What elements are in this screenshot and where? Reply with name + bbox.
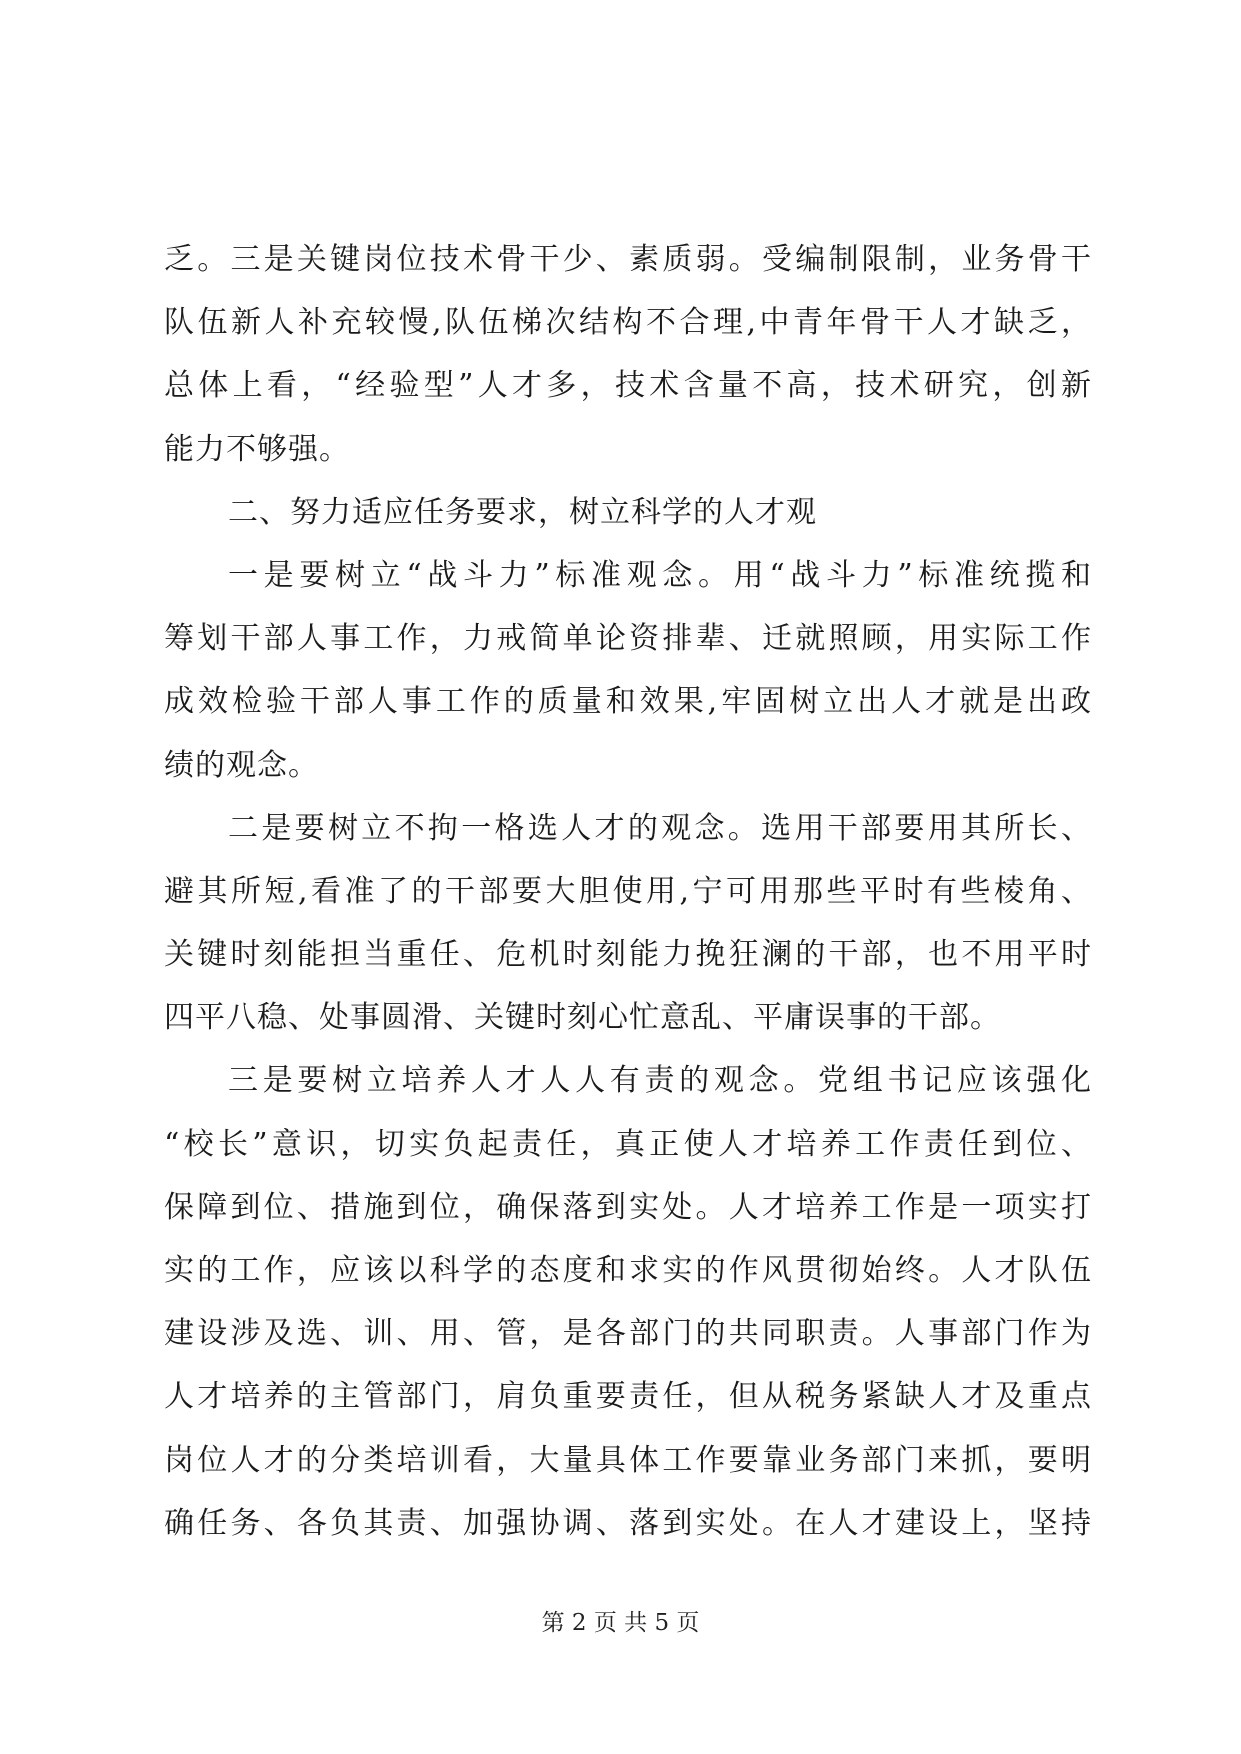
document-body xyxy=(164,228,1092,1555)
text-line: 建设涉及选、训、用、管，是各部门的共同职责。人事部门作为 xyxy=(164,1316,1092,1352)
text-line: 乏。三是关键岗位技术骨干少、素质弱。受编制限制，业务骨干 xyxy=(164,242,1092,277)
text-line: 岗位人才的分类培训看，大量具体工作要靠业务部门来抓，要明 xyxy=(164,1442,1092,1478)
page-footer: 第 2 页 共 5 页 xyxy=(541,1610,700,1636)
text-line: 二、努力适应任务要求，树立科学的人才观 xyxy=(228,494,817,530)
text-line: 总体上看，“经验型”人才多，技术含量不高，技术研究，创新 xyxy=(164,368,1092,404)
text-line: 筹划干部人事工作，力戒简单论资排辈、迁就照顾，用实际工作 xyxy=(164,621,1092,657)
text-line: 实的工作，应该以科学的态度和求实的作风贯彻始终。人才队伍 xyxy=(164,1253,1092,1288)
text-line: “校长”意识，切实负起责任，真正使人才培养工作责任到位、 xyxy=(164,1126,1092,1162)
text-line: 一是要树立“战斗力”标准观念。用“战斗力”标准统揽和 xyxy=(228,557,1092,593)
text-line: 成效检验干部人事工作的质量和效果,牢固树立出人才就是出政 xyxy=(164,684,1092,720)
text-line: 关键时刻能担当重任、危机时刻能力挽狂澜的干部，也不用平时 xyxy=(164,937,1092,973)
text-line: 避其所短,看准了的干部要大胆使用,宁可用那些平时有些棱角、 xyxy=(164,873,1092,909)
text-line: 二是要树立不拘一格选人才的观念。选用干部要用其所长、 xyxy=(228,810,1092,846)
text-line: 能力不够强。 xyxy=(164,431,350,467)
text-line: 绩的观念。 xyxy=(164,747,319,783)
text-line: 保障到位、措施到位，确保落到实处。人才培养工作是一项实打 xyxy=(164,1189,1092,1225)
text-line: 四平八稳、处事圆滑、关键时刻心忙意乱、平庸误事的干部。 xyxy=(164,1000,1001,1036)
text-line: 三是要树立培养人才人人有责的观念。党组书记应该强化 xyxy=(228,1063,1092,1099)
text-line: 确任务、各负其责、加强协调、落到实处。在人才建设上，坚持 xyxy=(164,1505,1092,1541)
text-line: 人才培养的主管部门，肩负重要责任，但从税务紧缺人才及重点 xyxy=(164,1379,1092,1415)
text-line: 队伍新人补充较慢,队伍梯次结构不合理,中青年骨干人才缺乏， xyxy=(164,305,1092,341)
